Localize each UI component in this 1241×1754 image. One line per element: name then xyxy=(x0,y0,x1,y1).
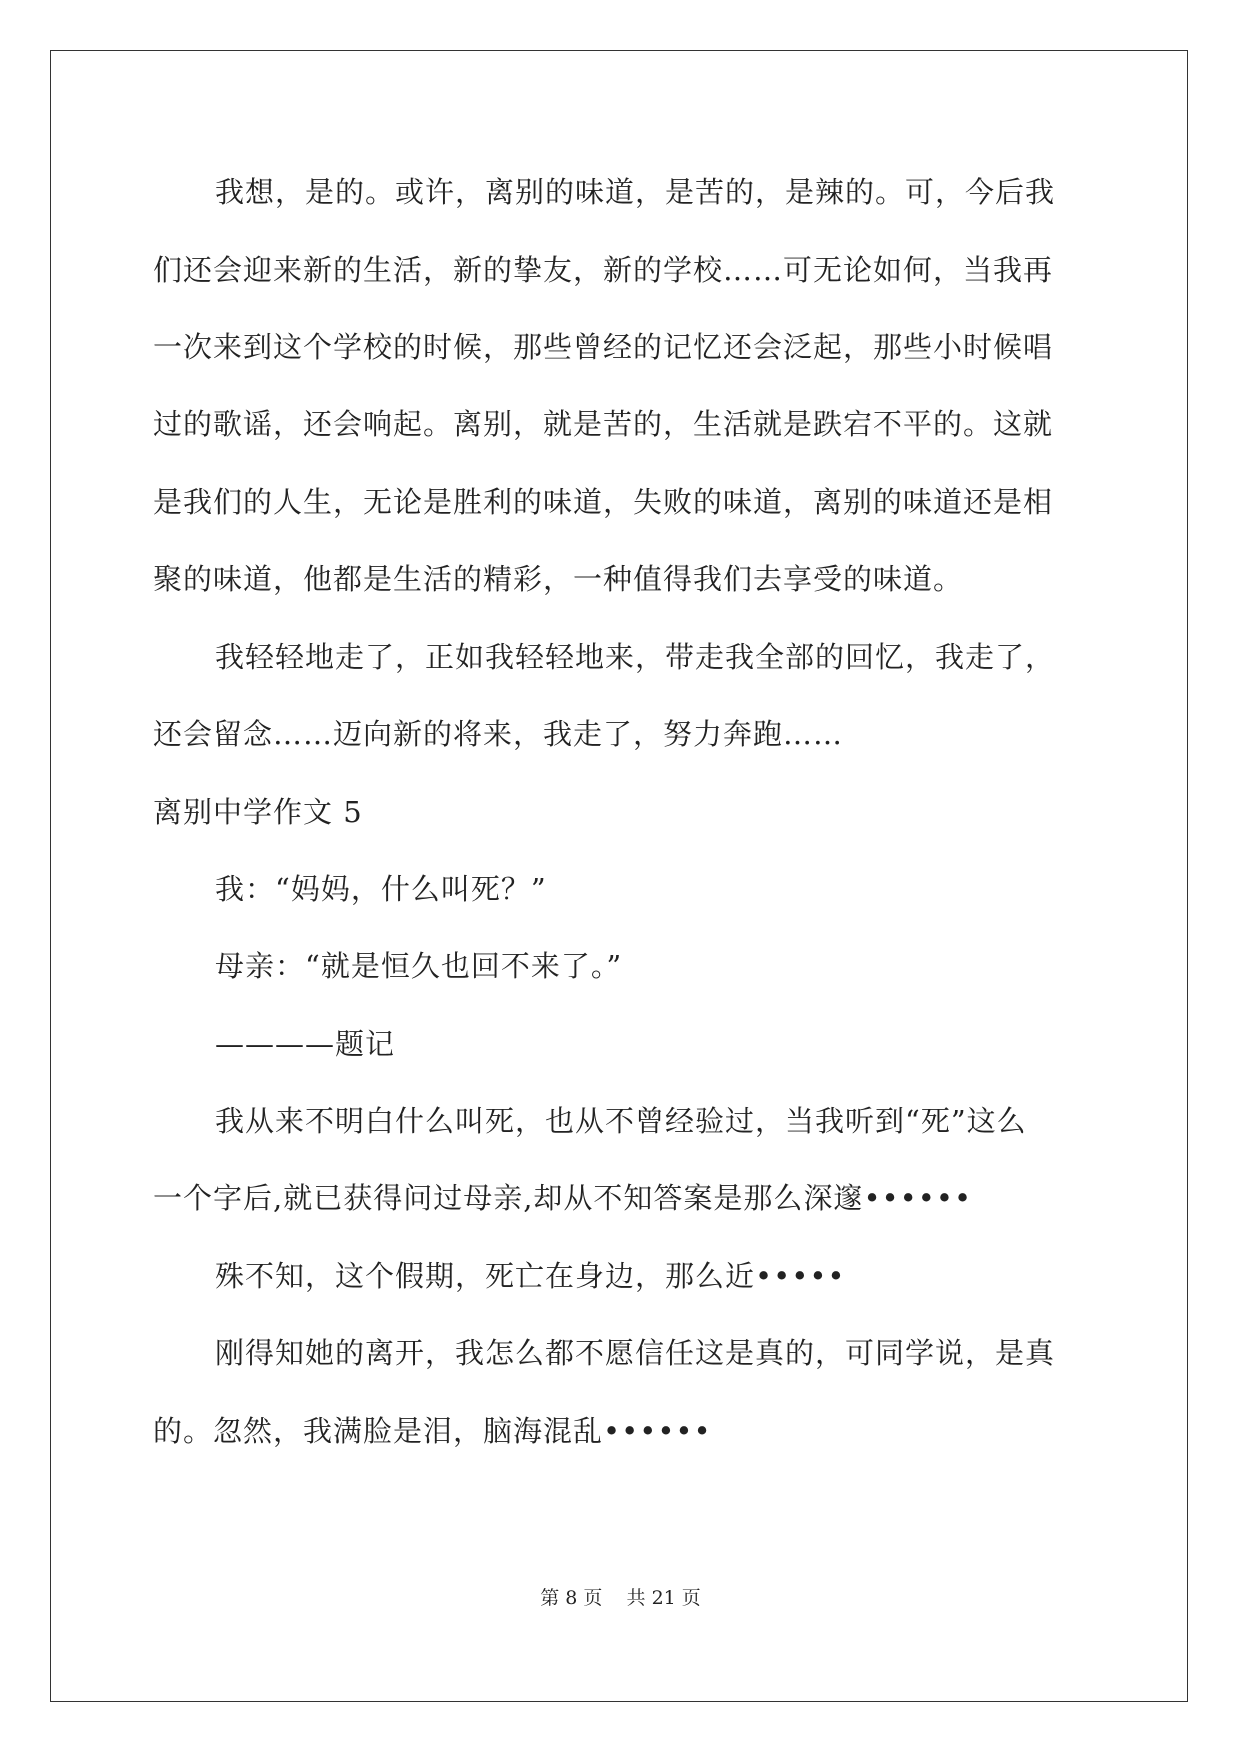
paragraph-line: 聚的味道，他都是生活的精彩，一种值得我们去享受的味道。 xyxy=(153,562,964,596)
paragraph-line: 们还会迎来新的生活，新的挚友，新的学校……可无论如何，当我再 xyxy=(153,253,1054,287)
paragraph-line: 刚得知她的离开，我怎么都不愿信任这是真的，可同学说，是真 xyxy=(215,1336,1056,1370)
paragraph-line: 母亲：“就是恒久也回不来了。” xyxy=(215,949,623,983)
section-heading: 离别中学作文 5 xyxy=(153,795,363,829)
paragraph-line: 殊不知，这个假期，死亡在身边，那么近••••• xyxy=(215,1259,846,1293)
paragraph-line: 我从来不明白什么叫死，也从不曾经验过，当我听到“死”这么 xyxy=(215,1104,1027,1138)
paragraph-line: 我：“妈妈，什么叫死？” xyxy=(215,872,547,906)
page-number: 第 8 页 共 21 页 xyxy=(540,1587,701,1609)
paragraph-line: 我想，是的。或许，离别的味道，是苦的，是辣的。可，今后我 xyxy=(215,175,1056,209)
paragraph-line: 还会留念……迈向新的将来，我走了，努力奔跑…… xyxy=(153,717,844,751)
paragraph-line: 一个字后,就已获得问过母亲,却从不知答案是那么深邃•••••• xyxy=(153,1181,973,1215)
paragraph-line: 是我们的人生，无论是胜利的味道，失败的味道，离别的味道还是相 xyxy=(153,485,1054,519)
paragraph-line: 一次来到这个学校的时候，那些曾经的记忆还会泛起，那些小时候唱 xyxy=(153,330,1054,364)
paragraph-line: 过的歌谣，还会响起。离别，就是苦的，生活就是跌宕不平的。这就 xyxy=(153,407,1054,441)
epigraph-line: ————题记 xyxy=(215,1027,396,1061)
paragraph-line: 的。忽然，我满脸是泪，脑海混乱•••••• xyxy=(153,1414,712,1448)
paragraph-line: 我轻轻地走了，正如我轻轻地来，带走我全部的回忆，我走了， xyxy=(215,640,1056,674)
